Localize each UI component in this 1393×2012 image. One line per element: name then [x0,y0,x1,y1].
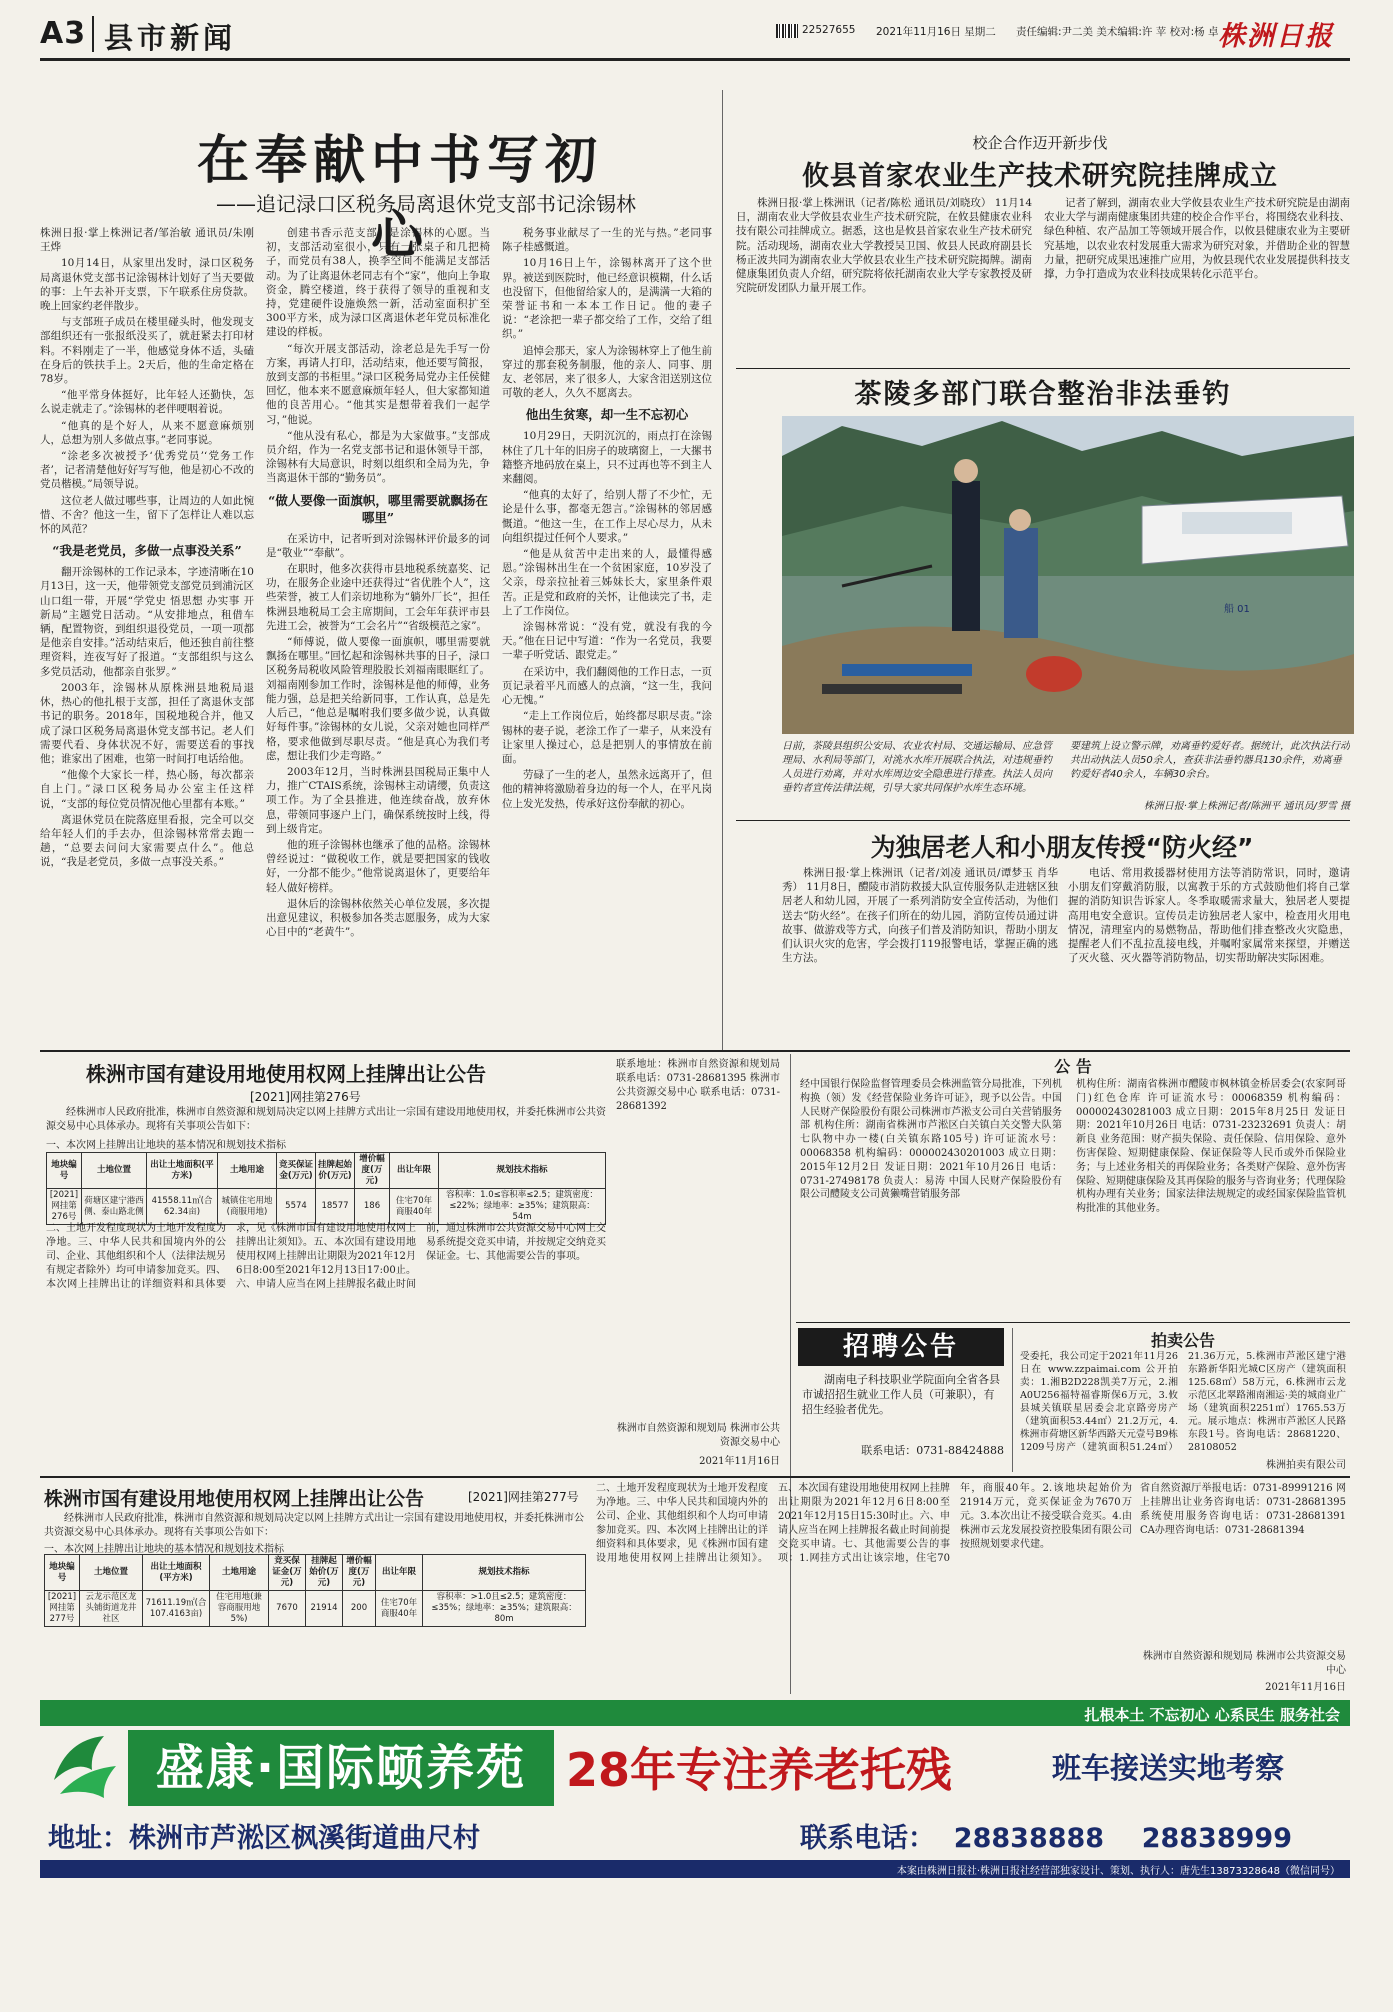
boat-number: 船 01 [1224,604,1250,615]
paragraph: 退休后的涂锡林依然关心单位发展，多次提出意见建议，积极参加各类志愿服务，成为大家心目中的“老黄牛”。 [266,897,490,939]
article1-byline: 株洲日报·掌上株洲记者/邹治敏 通讯员/朱刚 王烨 [40,227,254,254]
article1-title: 在奉献中书写初心 [196,131,603,266]
article3-caption-left: 日前，茶陵县组织公安局、农业农村局、交通运输局、应急管理局、水利局等部门，对洮水水库开展联合执法，对违规垂钓人员进行劝离，并对水库周边安全隐患进行排查。执法人员向垂钓者宣传法律法规，引导大家共同保护水库生态环境。 [782,741,1052,794]
table-header: 挂牌起始价(万元) [316,1153,355,1189]
article4-column-2 [1068,866,1350,1044]
section-rule [736,820,1350,821]
table-header: 地块编号 [47,1153,82,1189]
photo-illustration [782,416,1354,734]
ad-brand: 盛康·国际颐养苑 [128,1730,554,1806]
paragraph: 离退休党员在院落庭里看报，完全可以交给年轻人们的手去办，但涂锡林常常去跑一趟，“总要去问问大家需要点什么”。他总说，“我是老党员，多做一点事没关系。” [40,813,254,869]
notice-277-intro: 经株洲市人民政府批准，株洲市自然资源和规划局决定以网上挂牌方式出让一宗国有建设用地使用权，并委托株洲市公共资源交易中心具体承办。现将有关事项公告如下： [44,1513,584,1538]
table-cell: 容积率：>1.0且≤2.5；建筑密度：≤35%；绿地率：≥35%；建筑限高：80m [423,1591,586,1627]
table-header-row [45,1555,586,1591]
table-header: 土地用途 [210,1555,269,1591]
article1-subtitle: ——追记渌口区税务局离退休党支部书记涂锡林 [216,192,636,216]
paragraph: 2003年12月，当时株洲县国税局正集中人力，推广CTAIS系统，涂锡林主动请缨，负责这项工作。为了全县推进，他连续奋战，放弃休息，带领同事逐户上门，确保系统按时上线，得到上级肯定。 [266,765,490,835]
article1-column-3 [502,226,712,1044]
paimai-title: 拍卖公告 [1150,1331,1215,1350]
paragraph: “他是从贫苦中走出来的人，最懂得感恩。”涂锡林出生在一个贫困家庭，10岁没了父亲，母亲拉扯着三姊妹长大，家里条件艰苦。正是党和政府的关怀，让他读完了书，走上了工作岗位。 [502,548,712,617]
article3-title: 茶陵多部门联合整治非法垂钓 [854,379,1232,410]
notice-277-signoff: 株洲市自然资源和规划局 株洲市公共资源交易中心 [1142,1651,1346,1676]
ad-tag: 班车接送实地考察 [1052,1751,1285,1785]
advertisement [40,1700,1350,1990]
notice-276-signoff: 株洲市自然资源和规划局 株洲市公共资源交易中心 [616,1423,780,1448]
paragraph: 他的班子涂锡林也继承了他的品格。涂锡林曾经说过：“做税收工作，就是要把国家的钱收好，一分都不能少。”他常说离退休了，更要给年轻人做好榜样。 [266,838,490,894]
paragraph: “他像个大家长一样，热心肠，每次都亲自上门。”渌口区税务局办公室主任这样说，“支部的每位党员情况他心里都有本账。” [40,769,254,810]
notice-277 [40,1478,1350,1698]
section-rule [796,1322,1350,1323]
paragraph: “他从没有私心，都是为大家做事。”支部成员介绍，作为一名党支部书记和退休领导干部，涂锡林有大局意识，时刻以组织和全局为先，争当离退休干部的“勤务员”。 [266,429,490,485]
paragraph: “他平常身体挺好，比年轻人还勤快，怎么说走就走了。”涂锡林的老伴哽咽着说。 [40,389,254,416]
notice-276-table [46,1152,606,1225]
article1-column-1 [40,226,254,1044]
gonggao-title: 公 告 [1054,1057,1092,1076]
paimai-signoff: 株洲拍卖有限公司 [1266,1460,1346,1471]
masthead-date: 2021年11月16日 星期二 [876,26,996,38]
table-cell: 住宅用地(兼容商服用地5%) [210,1591,269,1627]
zhaopin-contact: 联系电话：0731-88424888 [861,1444,1004,1457]
table-cell: 41558.11㎡(合62.34亩) [147,1189,218,1225]
paragraph: 税务事业献尽了一生的光与热。”老同事陈子桂感慨道。 [502,227,712,254]
table-cell: [2021]网挂第277号 [45,1591,80,1627]
gonggao-right: 机构住所：湖南省株洲市醴陵市枫林镇金桥居委会(农家阿哥门)红色仓库 许可证流水号：00068359 机构编码：000002430281003 成立日期：2015年8月25日 发证日期：2021年10月26日 电话：0731-23232691 负责人：胡新良 业务范围：财产损失保险、责任保险、信用保险、意外伤害保险、短期健康保险、保证保险等人民币或外币保险业务；与上述业务相关的再保险业务；各类财产保险、意外伤害保险、短期健康保险及其再保险的服务与咨询业务；代理保险机构办理有关业务；国家法律法规规定的或经国家保险监管机构批准的其他业务。 [1076,1079,1346,1215]
table-row [45,1591,586,1627]
masthead [0,0,1393,64]
notice-277-section: 一、本次网上挂牌出让地块的基本情况和规划技术指标 [44,1544,284,1555]
gonggao-notice [796,1052,1350,1320]
paragraph: 追悼会那天，家人为涂锡林穿上了他生前穿过的那套税务制服，他的亲人、同事、朋友、老邻居，来了很多人，大家含泪送别这位可敬的老人，久久不愿离去。 [502,344,712,400]
paragraph: 株洲日报·掌上株洲讯（记者/刘凌 通讯员/谭梦玉 肖华秀） 11月8日，醴陵市消防救援大队宣传服务队走进辖区独居老人和幼儿园，开展了一系列消防安全宣传活动，为他们送去“防火经”。在孩子们所在的幼儿园，消防宣传员通过讲故事、做游戏等方式，向孩子们普及消防知识，帮助小朋友们认识火灾的危害，学会拨打119报警电话，掌握正确的逃生方法。 [782,867,1058,965]
notice-277-date: 2021年11月16日 [1265,1682,1346,1693]
article3-caption-right: 要建筑上设立警示牌，劝离垂钓爱好者。据统计，此次执法行动共出动执法人员50余人，查获非法垂钓器具130余件，劝离垂钓爱好者40余人，车辆30余台。 [1070,741,1350,780]
table-cell: 城镇住宅用地(商服用地) [218,1189,277,1225]
column-divider [1012,1328,1013,1472]
table-cell: 200 [343,1591,376,1627]
table-cell: 186 [355,1189,390,1225]
table-header: 增价幅度(万元) [355,1153,390,1189]
table-header: 出让土地面积(平方米) [143,1555,210,1591]
ad-headline: 28年专注养老托残 [566,1743,953,1797]
paragraph: 在采访中，记者听到对涂锡林评价最多的词是“敬业”“奉献”。 [266,532,490,559]
paragraph: 在职时，他多次获得市县地税系统嘉奖、记功，在服务企业途中还获得过“省优胜个人”，这些荣誉，被工人们亲切地称为“躺外厂长”，担任株洲县地税局工会主席期间，工会年年获评市县先进工会，被誉为“工会名片”“省级模范之家”。 [266,563,490,632]
masthead-rule [40,58,1350,61]
column-divider [722,90,723,1050]
paragraph: 10月29日，天阴沉沉的，雨点打在涂锡林住了几十年的旧房子的玻璃窗上，一大摞书籍整齐地码放在桌上，只不过再也等不到主人来翻阅。 [502,430,712,486]
article4-column-1 [782,866,1058,1044]
masthead-divider [92,16,94,52]
paper-logo: 株洲日报 [1218,21,1334,52]
paragraph: 与支部班子成员在楼里碰头时，他发现支部组织还有一张报纸没买了，就赶紧去打印材料。不料刚走了一半，他感觉身体不适，头磕在身后的铁扶手上。2天后，他的生命定格在78岁。 [40,316,254,386]
paragraph: “走上工作岗位后，始终都尽职尽责。”涂锡林的妻子说，老涂工作了一辈子，从来没有让家里人操过心，总是把别人的事情放在前面。 [502,710,712,765]
paimai-notice [1016,1326,1350,1472]
paimai-body: 受委托，我公司定于2021年11月26日在 www.zzpaimai.com 公开拍卖：1.湘B2D228凯美7万元，2.湘A0U256福特福睿斯保6万元，3.攸县城关镇联星居委会北京路旁房产（建筑面积53.44㎡）21.2万元，4.株洲市荷塘区新华西路天元壹号B9栋1209号房产（建筑面积51.24㎡）21.36万元，5.株洲市芦淞区建宁港东路新华阳光城C区房产（建筑面积125.68㎡）58万元，6.株洲市云龙示范区北翠路湘南湘运·美的城商业广场（建筑面积2251㎡）1765.53万元。展示地点：株洲市芦淞区人民路东段1号。咨询电话：28681220、28108052 [1020,1351,1346,1453]
ad-slogan: 扎根本土 不忘初心 心系民生 服务社会 [1084,1706,1340,1724]
ad-address: 地址：株洲市芦淞区枫溪街道曲尺村 [48,1823,480,1854]
article4-title: 为独居老人和小朋友传授“防火经” [870,833,1254,862]
gonggao-left: 经中国银行保险监督管理委员会株洲监管分局批准，下列机构换（领）发《经营保险业务许可证》，现予以公告。中国人民财产保险股份有限公司株洲市芦淞支公司白关营销服务部 机构住所：湖南省株洲市芦淞区白关镇白关交警大队第七队物中办一楼(白关镇东路105号) 许可证流水号：00068358 机构编码：000002430201003 成立日期：2015年12月2日 发证日期：2021年10月26日 电话：0731-27498178 负责人：易涛 中国人民财产保险股份有限公司醴陵支公司黄獭嘴营销服务部 [800,1079,1062,1201]
ad-logo-icon [46,1730,122,1804]
page-code: A3 [40,16,87,51]
table-cell: 5574 [277,1189,316,1225]
table-header: 竞买保证金(万元) [269,1555,306,1591]
paragraph: “他真的是个好人，从来不愿意麻烦别人，总想为别人多做点事。”老同事说。 [40,419,254,446]
article2-column-1 [736,196,1032,364]
table-row [47,1189,606,1225]
notice-277-title: 株洲市国有建设用地使用权网上挂牌出让公告 [44,1488,425,1510]
article1-column-2 [266,226,490,1044]
paragraph: “涂老多次被授予‘优秀党员’‘党务工作者’，记者清楚他好好写写他，他是初心不改的党员楷模。”局领导说。 [40,450,254,491]
notice-277-body: 二、土地开发程度现状为土地开发程度为净地。三、中华人民共和国境内外的公司、企业、其他组织和个人均可申请参加竞买。四、本次网上挂牌出让的详细资料和具体要求，见《株洲市国有建设用地使用权网上挂牌出让须知》。五、本次国有建设用地使用权网上挂牌出让期限为2021年12月6日8:00至2021年12月15日15:30时止。六、申请人应当在网上挂牌报名截止时间前提交竞买申请。七、其他需要公告的事项：1.网挂方式出让该宗地，住宅70年，商服40年。2.该地块起始价为21914万元，竞买保证金为7670万元。3.本次出让不接受联合竞买。4.由株洲市云龙发展投资控股集团有限公司按照规划要求代建。 [596,1483,1132,1564]
table-cell: 容积率：1.0≤容积率≤2.5；建筑密度：≤22%；绿地率：≥35%；建筑限高：54m [439,1189,606,1225]
paragraph: 在采访中，我们翻阅他的工作日志，一页页记录着平凡而感人的点滴，“这一生，我问心无愧。” [502,665,712,707]
notice-276-title: 株洲市国有建设用地使用权网上挂牌出让公告 [86,1062,486,1086]
table-cell: [2021]网挂第276号 [47,1189,82,1225]
paragraph: 10月16日上午，涂锡林离开了这个世界。被送到医院时，他已经意识模糊，什么话也没留下，但他留给家人的，是满满一大箱的荣誉证书和一本本工作日记。他的妻子说：“老涂把一辈子都交给了工作，交给了组织。” [502,257,712,341]
paragraph: “他真的太好了，给别人帮了不少忙，无论是什么事，都毫无怨言。”涂锡林的邻居感慨道。“他这一生，在工作上尽心尽力，从未向组织提过任何个人要求。” [502,489,712,544]
notice-276 [40,1052,784,1472]
ad-footer: 本案由株洲日报社·株洲日报社经营部独家设计、策划、执行人：唐先生13873328648（微信同号） [896,1866,1340,1877]
article2-kicker: 校企合作迈开新步伐 [972,134,1108,152]
table-header: 增价幅度(万元) [343,1555,376,1591]
article3-photo-credit: 株洲日报·掌上株洲记者/陈洲平 通讯员/罗雪 摄 [1143,801,1350,812]
table-header: 土地位置 [80,1555,143,1591]
notice-277-contacts: 省自然资源厅举报电话：0731-89991216 网上挂牌出让业务咨询电话：0731-28681395 系统使用服务咨询电话：0731-28681391 CA办理咨询电话：0731-28681394 [1140,1483,1346,1536]
table-header: 规划技术指标 [439,1153,606,1189]
table-cell: 7670 [269,1591,306,1627]
table-header: 规划技术指标 [423,1555,586,1591]
notice-276-number: [2021]网挂第276号 [250,1090,361,1104]
article2-title: 攸县首家农业生产技术研究院挂牌成立 [802,161,1278,192]
notice-276-contacts: 联系地址：株洲市自然资源和规划局 联系电话：0731-28681395 株洲市公共资源交易中心 联系电话：0731-28681392 [616,1059,780,1112]
paragraph: 电话、常用救援器材使用方法等消防常识，同时，邀请小朋友们穿戴消防服，以寓教于乐的方式鼓励他们将自己掌握的消防知识告诉家人。冬季取暖需求量大，独居老人要提高用电安全意识。宣传员走访独居老人家中，检查用火用电情况，清理室内的易燃物品，帮助他们排查整改火灾隐患，提醒老人们不乱拉乱接电线，并嘱咐家属常来探望，并赠送了灭火毯、灭火器等消防物品，切实帮助解决实际困难。 [1068,867,1350,965]
paragraph: 劳碌了一生的老人，虽然永远离开了，但他的精神将激励着身边的每一个人，在平凡岗位上发光发热，传承好这份奉献的初心。 [502,769,712,810]
table-cell: 荷塘区建宁港西侧、泰山路北侧 [82,1189,147,1225]
paragraph: 2003年，涂锡林从原株洲县地税局退休，热心的他扎根于支部，担任了离退休支部书记的职务。2018年，国税地税合并，他又成了渌口区税务局离退休党支部书记。老人们需要代看、身体状况不好，需要送看的事找他；谁家出了困难，也第一时间打电话给他。 [40,681,254,765]
paragraph: 这位老人做过哪些事，让周边的人如此惋惜、不舍？他这一生，留下了怎样让人难以忘怀的风范？ [40,494,254,536]
section-title: 县市新闻 [104,21,237,55]
paragraph: 翻开涂锡林的工作记录本，字迹清晰在10月13日，这一天，他带领党支部党员到浦沅区山口组一带，开展“学党史 悟思想 办实事 开新局”主题党日活动。“从安排地点，租借车辆，配置物资，到组织退役党员，一项一项都是他亲自安排。”活动结束后，他还独自前往整理资料，连夜写好了报道。“支部组织与这么多党员活动，他都亲自张罗。” [40,566,254,678]
zhaopin-body: 湖南电子科技职业学院面向全省各县市诚招招生就业工作人员（可兼职），有招生经验者优先。 [802,1373,1000,1416]
article1-subhead-1: “我是老党员，多做一点事没关系” [52,543,242,559]
paragraph: 记者了解到，湖南农业大学攸县农业生产技术研究院是由湖南农业大学与湖南健康集团共建的校企合作平台，将围绕农业科技、绿色种植、农产品加工等领域开展合作，以攸县健康农业为主要研究基地，以农业农村发展重大需求为研究对象，并借助企业的智慧力量，把研究成果迅速推广应用，为攸县现代农业发展提供科技支撑，力争打造成为农业科技成果转化示范平台。 [1044,197,1350,281]
notice-276-date: 2021年11月16日 [699,1456,780,1467]
masthead-editors: 责任编辑:尹二美 美术编辑:许 苹 校对:杨 卓 [1016,26,1219,38]
table-header-row [47,1153,606,1189]
paragraph: 涂锡林常说：“没有党，就没有我的今天。”他在日记中写道：“作为一名党员，我要一辈子听党话、跟党走。” [502,621,712,662]
paragraph: 创建书香示范支部，是涂锡林的心愿。当初，支部活动室很小，只有一张桌子和几把椅子，而党员有38人，换季空间不能满足支部活动。为了让离退休老同志有个“家”，他向上争取资金，腾空楼道，终于获得了领导的重视和支持，党建硬件设施焕然一新，活动室面积扩至300平方米，成为渌口区离退休老年党员标准化建设的样板。 [266,227,490,339]
paragraph: “每次开展支部活动，涂老总是先手写一份方案，再请人打印，活动结束，他还要写简报，放到支部的书柜里。”渌口区税务局党办主任侯健回忆，他本来不愿意麻烦年轻人，但大家都知道他的良苦用心。“他其实是想带着我们一起学习，”他说。 [266,342,490,426]
table-header: 地块编号 [45,1555,80,1591]
table-cell: 住宅70年 商服40年 [390,1189,439,1225]
masthead-phone: 22527655 [802,24,856,36]
article1-subhead-2: “做人要像一面旗帜，哪里需要就飘扬在哪里” [268,492,488,525]
notice-276-section: 一、本次网上挂牌出让地块的基本情况和规划技术指标 [46,1140,286,1151]
table-cell: 住宅70年 商服40年 [376,1591,423,1627]
table-header: 出让年限 [390,1153,439,1189]
article2-column-2 [1044,196,1350,364]
table-cell: 云龙示范区龙头铺街道龙井社区 [80,1591,143,1627]
ad-phone: 联系电话： 28838888 28838999 [800,1823,1292,1854]
notice-276-intro: 经株洲市人民政府批准，株洲市自然资源和规划局决定以网上挂牌方式出让一宗国有建设用地使用权，并委托株洲市公共资源交易中心具体承办。现将有关事项公告如下： [46,1107,606,1132]
barcode-icon [776,24,798,38]
table-header: 竞买保证金(万元) [277,1153,316,1189]
table-header: 土地用途 [218,1153,277,1189]
article1-subhead-3: 他出生贫寒，却一生不忘初心 [525,407,689,423]
paragraph: 10月14日，从家里出发时，渌口区税务局离退休党支部书记涂锡林计划好了当天要做的事：上午去补开支票，下午联系住房贷款。晚上回家约老伴散步。 [40,257,254,313]
table-header: 挂牌起始价(万元) [306,1555,343,1591]
paragraph: 株洲日报·掌上株洲讯（记者/陈松 通讯员/刘晓玫） 11月14日，湖南农业大学攸县农业生产技术研究院，在攸县健康农业科技有限公司挂牌成立。据悉，这也是攸县首家农业生产技术研究院。活动现场，湖南农业大学教授吴卫国、攸县人民政府副县长杨正波共同为湖南农业大学攸县农业生产技术研究院揭牌。湖南健康集团负责人介绍，研究院将依托湖南农业大学专家教授及研究院研发团队力量开展工作。 [736,197,1032,295]
notice-277-table [44,1554,586,1627]
paragraph: “师傅说，做人要像一面旗帜，哪里需要就飘扬在哪里。”回忆起和涂锡林共事的日子，渌口区税务局税收风险管理股股长刘福南眼眶红了。刘福南刚参加工作时，涂锡林是他的师傅，业务能力强，总是把关给新同事，工作认真，总是先人后己，“他总是嘱咐我们要多做少说，认真做好每件事。”涂锡林的女儿说，父亲对她也同样严格，要求他做到尽职尽责。“他是真心为我们考虑，想让我们少走弯路。” [266,636,490,762]
zhaopin-notice [796,1326,1008,1472]
table-header: 土地位置 [82,1153,147,1189]
table-cell: 18577 [316,1189,355,1225]
zhaopin-title: 招聘公告 [798,1328,1004,1366]
section-rule [736,368,1350,369]
notice-276-body: 二、土地开发程度现状为土地开发程度为净地。三、中华人民共和国境内外的公司、企业、其他组织和个人（法律法规另有规定者除外）均可申请参加竞买。四、本次网上挂牌出让的详细资料和具体要求，见《株洲市国有建设用地使用权网上挂牌出让须知》。五、本次国有建设用地使用权网上挂牌出让期限为2021年12月6日8:00至2021年12月13日17:00止。六、申请人应当在网上挂牌报名截止时间前，通过株洲市公共资源交易中心网上交易系统提交竞买申请，并按规定交纳竞买保证金。七、其他需要公告的事项。 [46,1223,606,1290]
notice-277-number: [2021]网挂第277号 [468,1490,579,1504]
table-cell: 71611.19㎡(合107.4163亩) [143,1591,210,1627]
table-cell: 21914 [306,1591,343,1627]
table-header: 出让土地面积(平方米) [147,1153,218,1189]
table-header: 出让年限 [376,1555,423,1591]
enforcement-photo [782,416,1354,734]
